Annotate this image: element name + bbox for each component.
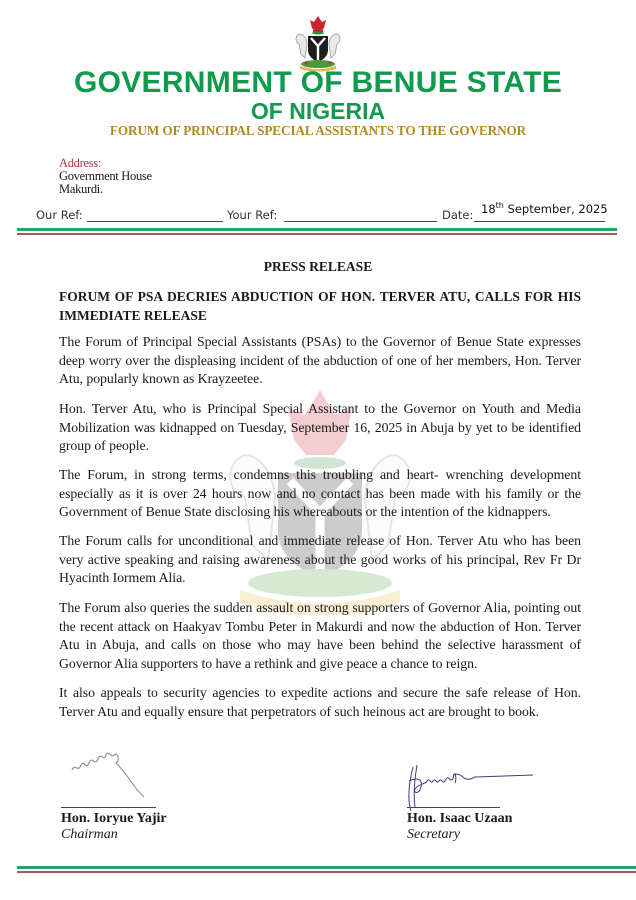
date-rest: September, 2025 (503, 201, 608, 216)
chairman-name: Hon. Ioryue Yajir (61, 811, 167, 826)
document-heading: PRESS RELEASE (263, 259, 373, 274)
our-ref-line (87, 221, 223, 222)
date-line (474, 221, 605, 222)
coat-of-arms-icon (291, 14, 345, 72)
date-suffix: th (495, 201, 504, 210)
reference-row (36, 201, 608, 225)
our-ref-label: Our Ref: (36, 208, 83, 222)
body-paragraph: The Forum, in strong terms, condemns this troubling and heart- wrenching development especially as it is over 24 hours now and no contact has been made with his family or the Government of Benue State disclosing his whereabouts or the intention of the kidnappers. (59, 467, 581, 520)
body-paragraph: The Forum also queries the sudden assault on strong supporters of Governor Alia, pointing out the recent attack on Haakyav Tombu Peter in Makurdi and now the abduction of Hon. Terver Atu in Abuja, and calls on those who may have been behind the selective harassment of Governor Alia supporters to have a rethink and give peace a chance to reign. (59, 600, 581, 671)
body-paragraph: The Forum calls for unconditional and immediate release of Hon. Terver Atu who has been very active speaking and raising awareness about the good works of his principal, Rev Fr Dr Hyacinth Iormem Alia. (59, 533, 581, 586)
footer-rule-red (17, 871, 636, 873)
chairman-signature-line (61, 807, 156, 808)
secretary-signature (405, 763, 535, 813)
letterhead-title: GOVERNMENT OF BENUE STATE (73, 66, 563, 99)
letterhead-forum: FORUM OF PRINCIPAL SPECIAL ASSISTANTS TO THE GOVERNOR (109, 123, 527, 138)
chairman-signature (70, 745, 180, 800)
date-day: 18 (481, 201, 496, 216)
address-label: Address: (59, 156, 102, 170)
body-paragraph: The Forum of Principal Special Assistants (PSAs) to the Governor of Benue State expresses deep worry over the displeasing incident of the abduction of one of her members, Hon. Terver Atu, popularly known as Krayzeetee. (59, 334, 581, 387)
date-value (481, 201, 608, 216)
your-ref-line (284, 221, 437, 222)
header-rule-red (17, 233, 617, 235)
body-paragraph: It also appeals to security agencies to expedite actions and secure the safe release of Hon. Terver Atu and equally ensure that perpetrators of such heinous act are brought to book. (59, 685, 581, 719)
secretary-name: Hon. Isaac Uzaan (407, 811, 513, 826)
address-line-1: Government House (59, 169, 152, 183)
footer-rule-green (17, 866, 636, 869)
letterhead-subtitle: OF NIGERIA (250, 98, 386, 124)
chairman-title: Chairman (61, 827, 118, 842)
address-line-2: Makurdi. (59, 182, 103, 196)
date-label: Date: (442, 208, 474, 222)
secretary-signature-line (407, 807, 500, 808)
secretary-title: Secretary (407, 827, 461, 842)
your-ref-label: Your Ref: (227, 208, 278, 222)
address-block (59, 157, 152, 196)
header-rule-green (17, 228, 617, 231)
document-headline: FORUM OF PSA DECRIES ABDUCTION OF HON. TERVER ATU, CALLS FOR HIS IMMEDIATE RELEASE (59, 289, 581, 323)
body-paragraph: Hon. Terver Atu, who is Principal Special Assistant to the Governor on Youth and Media Mobilization was kidnapped on Tuesday, September 16, 2025 in Abuja by yet to be identified group of people. (59, 401, 581, 454)
